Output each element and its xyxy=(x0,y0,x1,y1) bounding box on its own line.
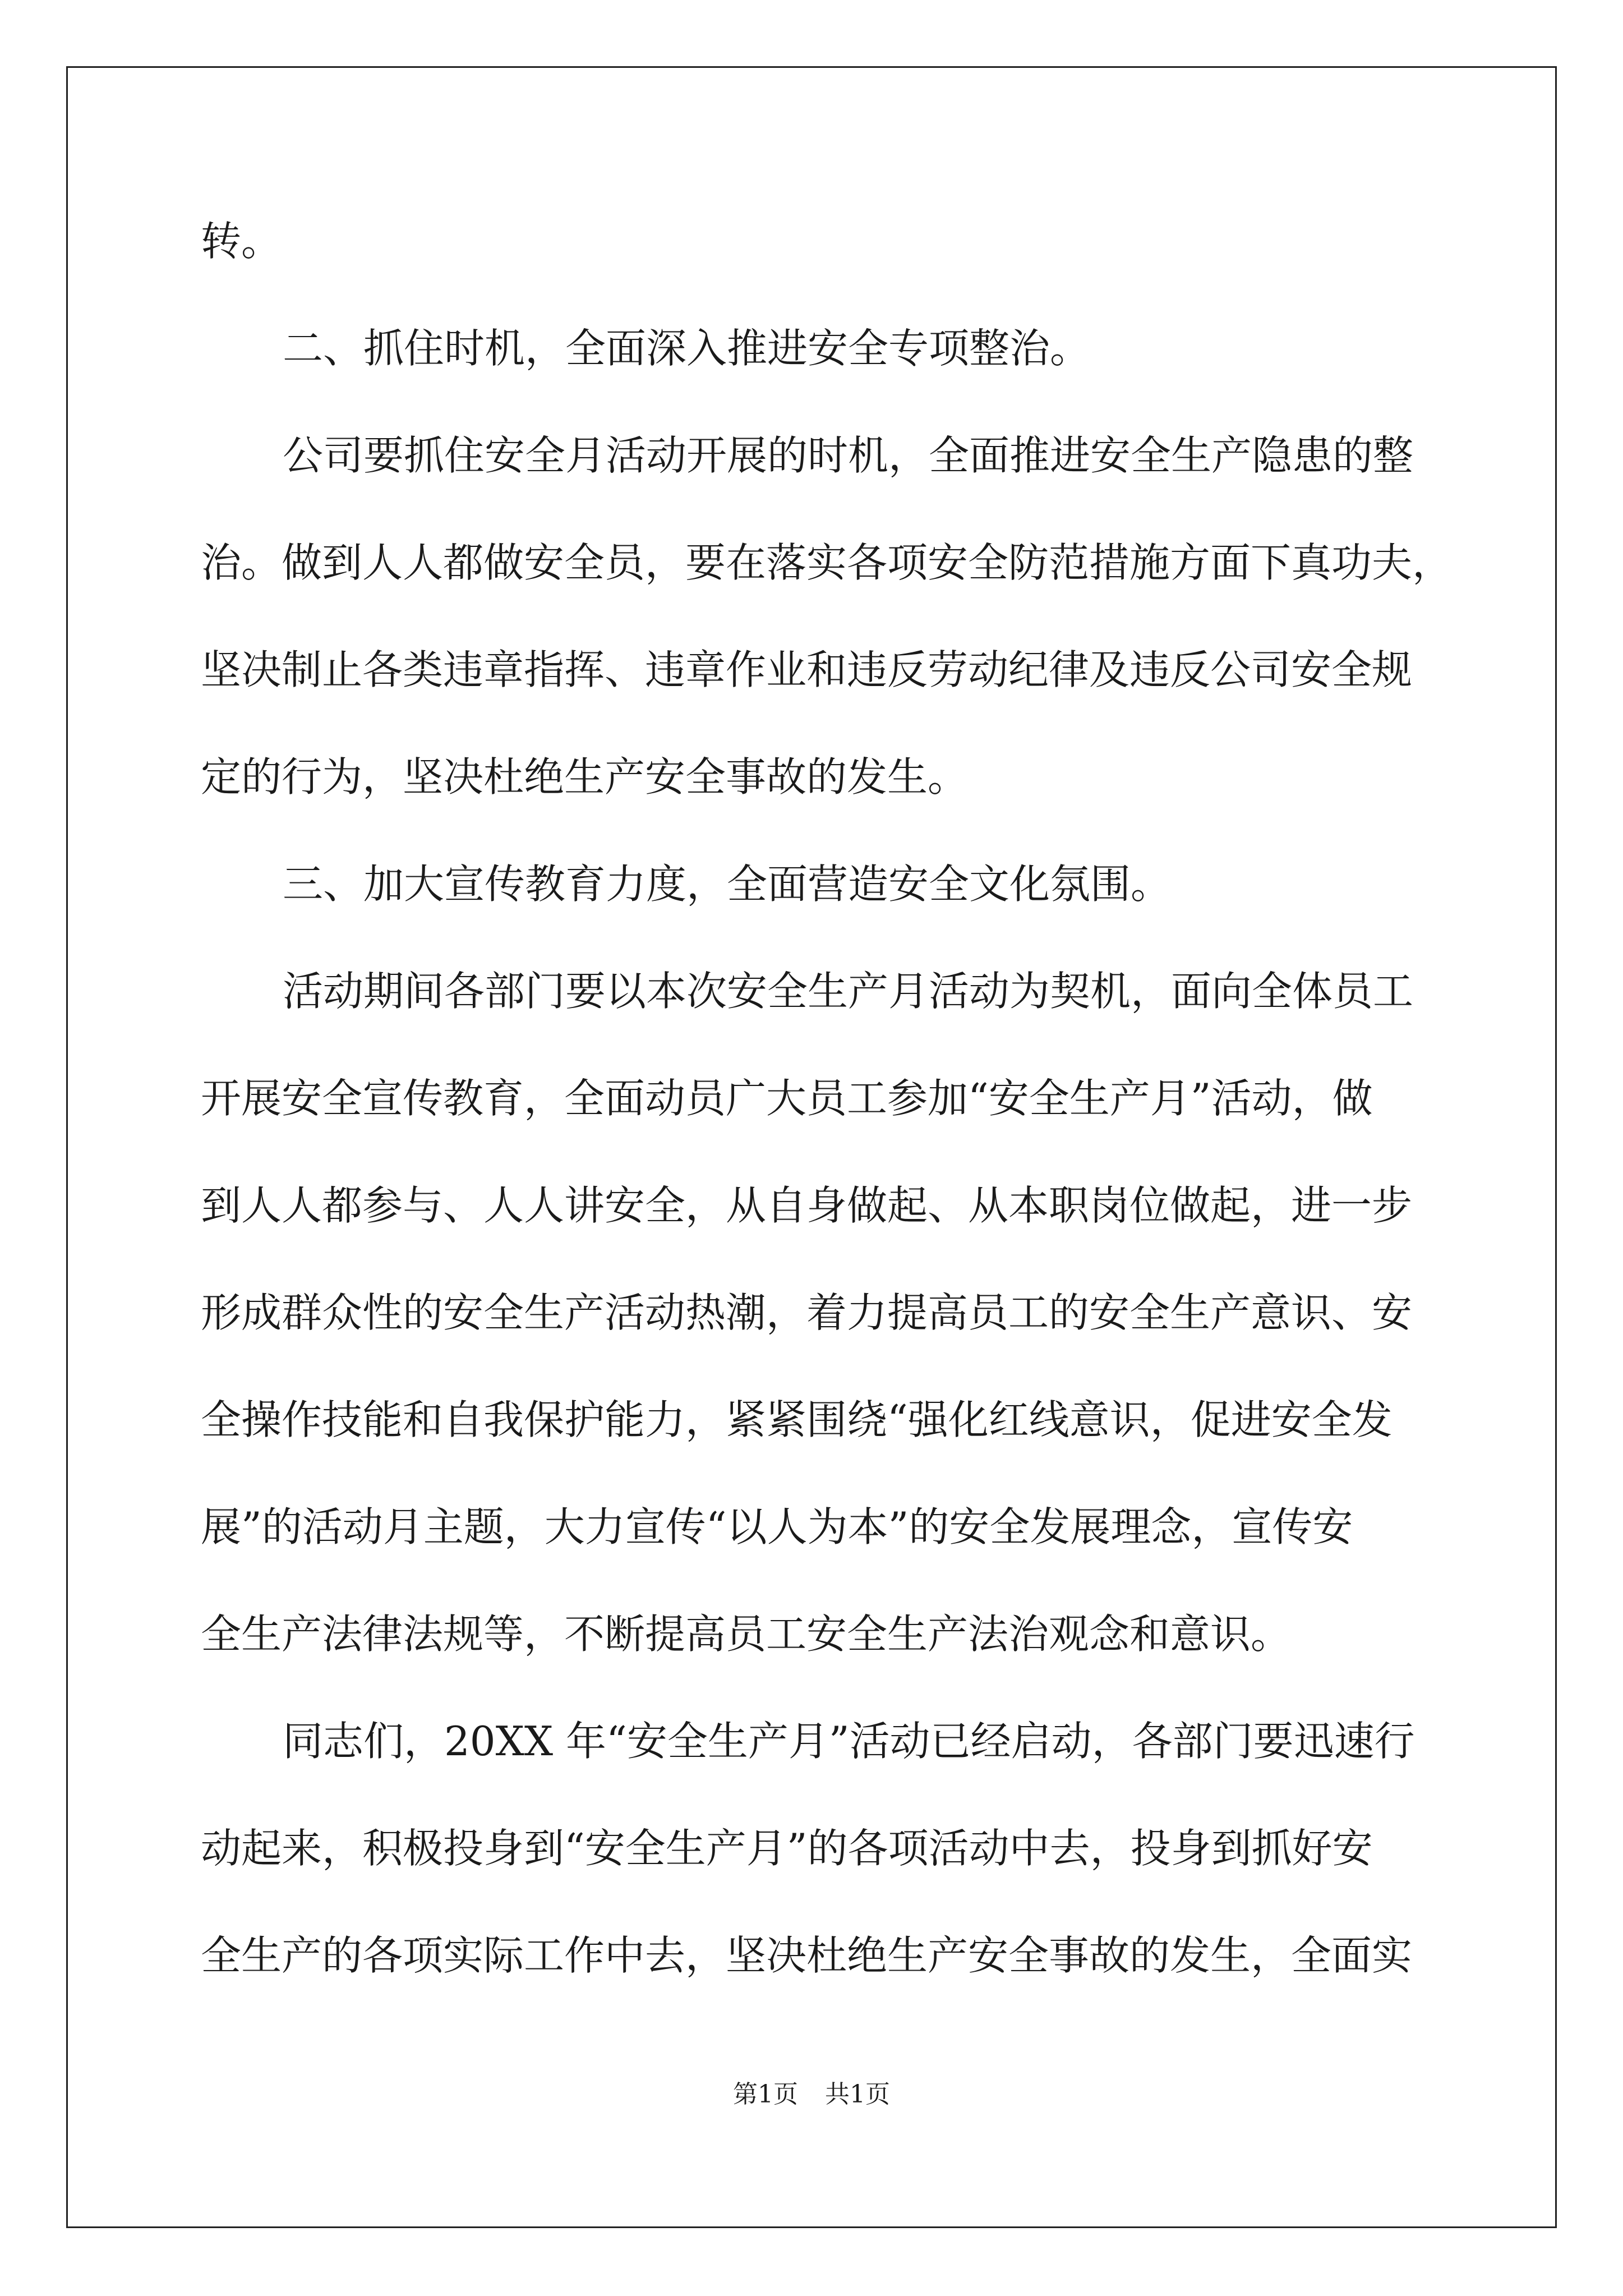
text-line: 全生产的各项实际工作中去，坚决杜绝生产安全事故的发生，全面实 xyxy=(201,1932,1413,1979)
text-line: 全生产法律法规等，不断提高员工安全生产法治观念和意识。 xyxy=(201,1611,1292,1658)
text-line: 同志们，20XX 年“安全生产月”活动已经启动，各部门要迅速行 xyxy=(283,1718,1415,1765)
text-line: 形成群众性的安全生产活动热潮，着力提高员工的安全生产意识、安 xyxy=(201,1289,1413,1336)
text-line: 全操作技能和自我保护能力，紧紧围绕“强化红线意识，促进安全发 xyxy=(201,1396,1393,1443)
text-line: 治。做到人人都做安全员，要在落实各项安全防范措施方面下真功夫， xyxy=(201,539,1453,586)
text-line: 公司要抓住安全月活动开展的时机，全面推进安全生产隐患的整 xyxy=(283,432,1414,479)
section-heading: 三、加大宣传教育力度，全面营造安全文化氛围。 xyxy=(283,861,1172,908)
page-footer xyxy=(0,2078,1623,2111)
text-line: 活动期间各部门要以本次安全生产月活动为契机，面向全体员工 xyxy=(283,968,1414,1015)
page-total: 共1页 xyxy=(825,2080,890,2109)
section-heading: 二、抓住时机，全面深入推进安全专项整治。 xyxy=(283,325,1091,372)
page-border xyxy=(66,66,1557,2228)
text-line: 坚决制止各类违章指挥、违章作业和违反劳动纪律及违反公司安全规 xyxy=(201,646,1413,693)
text-line: 到人人都参与、人人讲安全，从自身做起、从本职岗位做起，进一步 xyxy=(201,1182,1413,1229)
text-line: 转。 xyxy=(201,218,282,265)
text-line: 展”的活动月主题，大力宣传“以人为本”的安全发展理念，宣传安 xyxy=(201,1503,1353,1550)
text-line: 开展安全宣传教育，全面动员广大员工参加“安全生产月”活动，做 xyxy=(201,1075,1373,1122)
text-line: 动起来，积极投身到“安全生产月”的各项活动中去，投身到抓好安 xyxy=(201,1825,1373,1872)
page-number: 第1页 xyxy=(733,2080,798,2109)
text-line: 定的行为，坚决杜绝生产安全事故的发生。 xyxy=(201,753,969,800)
